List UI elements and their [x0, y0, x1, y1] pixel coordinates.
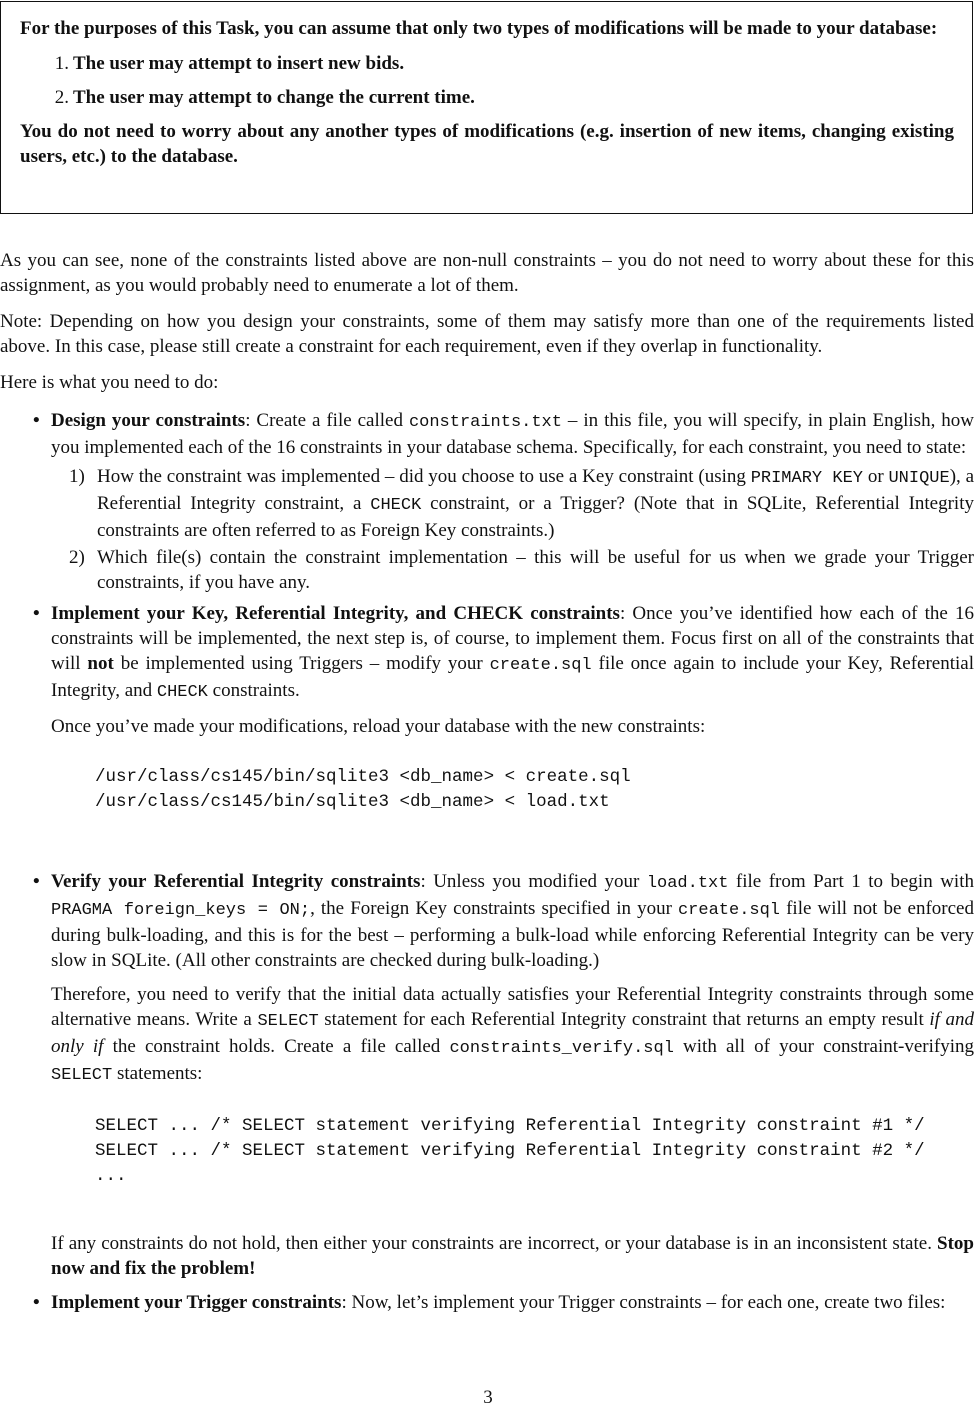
text-span: , the Foreign Key constraints specified in your	[310, 898, 678, 919]
text-span: Which file(s) contain the constraint implementation – this will be useful for us when we grade your Trigger constraints, if you have any.	[97, 547, 974, 593]
bullet-paragraph	[51, 1231, 974, 1281]
notice-box	[0, 1, 973, 214]
bullet-title: Verify your Referential Integrity constraints	[51, 871, 421, 892]
text-span: file once again to include your Key, Referential Integrity, and	[51, 653, 974, 701]
list-item	[20, 85, 954, 110]
list-number: 1.	[54, 53, 69, 74]
page-number: 3	[483, 1387, 493, 1408]
text-span: file will not be enforced during bulk-loading, and this is for the best – performing a bulk-load while enforcing Referential Integrity can be very slow in SQLite. (All other constraints are checked during bulk-loading.)	[51, 898, 974, 971]
filename: create.sql	[677, 901, 781, 920]
code-line: /usr/class/cs145/bin/sqlite3 <db_name> < create.sql	[95, 767, 631, 787]
sub-number: 2)	[69, 547, 85, 568]
text-span: with all of your constraint-verifying	[673, 1036, 974, 1057]
code-span: SELECT	[257, 1012, 319, 1031]
emphasis: not	[87, 653, 114, 674]
notice-outro: You do not need to worry about any another types of modifications (e.g. insertion of new items, changing existing users, etc.) to the database.	[20, 121, 954, 167]
bullet-trigger-constraints	[0, 1290, 974, 1315]
bullet-title: Implement your Key, Referential Integrity, and CHECK constraints	[51, 603, 620, 624]
list-text: The user may attempt to change the current time.	[73, 87, 475, 108]
document-body	[0, 248, 974, 1324]
text-span: : Now, let’s implement your Trigger constraints – for each one, create two files:	[341, 1292, 946, 1313]
filename: constraints.txt	[408, 413, 562, 432]
code-span: CHECK	[156, 683, 208, 702]
text-span: constraint, or a Trigger? (Note that in SQLite, Referential Integrity constraints are often referred to as Foreign Key constraints.)	[97, 493, 974, 541]
text-span: constraints.	[207, 680, 300, 701]
code-span: SELECT	[51, 1066, 113, 1085]
code-line: ...	[95, 1166, 127, 1186]
bullet-title: Design your constraints	[51, 410, 246, 431]
list-number: 2.	[54, 87, 69, 108]
emphasis: Stop now and fix the problem!	[51, 1233, 974, 1279]
code-span: CHECK	[370, 496, 422, 515]
code-span: UNIQUE	[888, 469, 950, 488]
text-span: statements:	[112, 1063, 203, 1084]
paragraph-todo: Here is what you need to do:	[0, 372, 219, 393]
text-span: If any constraints do not hold, then either your constraints are incorrect, or your database is in an inconsistent state.	[51, 1233, 938, 1254]
bullet-paragraph: Once you’ve made your modifications, reload your database with the new constraints:	[51, 716, 706, 737]
text-span: file from Part 1 to begin with	[728, 871, 974, 892]
bullet-text	[51, 1290, 974, 1315]
bullet-text	[51, 869, 974, 973]
bullet-implement-constraints	[0, 601, 974, 863]
text-span: : Unless you modified your	[420, 871, 647, 892]
sub-item	[51, 464, 974, 543]
bullet-verify-constraints	[0, 869, 974, 1281]
filename: constraints_verify.sql	[449, 1039, 674, 1058]
sub-item	[51, 545, 974, 595]
notice-intro: For the purposes of this Task, you can assume that only two types of modifications will be made to your database:	[20, 18, 938, 39]
paragraph-note: Note: Depending on how you design your constraints, some of them may satisfy more than one of the requirements listed above. In this case, please still create a constraint for each requirement, even if they overlap in functionality.	[0, 311, 974, 357]
bullet-paragraph	[51, 982, 974, 1088]
sub-number: 1)	[69, 466, 85, 487]
code-line: SELECT ... /* SELECT statement verifying Referential Integrity constraint #1 */	[95, 1116, 925, 1136]
code-line: /usr/class/cs145/bin/sqlite3 <db_name> < load.txt	[95, 792, 610, 812]
code-span: PRIMARY KEY	[750, 469, 863, 488]
text-span: the constraint holds. Create a file called	[103, 1036, 450, 1057]
filename: load.txt	[646, 874, 729, 893]
code-span: PRAGMA foreign_keys = ON;	[51, 901, 311, 920]
bullet-title: Implement your Trigger constraints	[51, 1292, 342, 1313]
list-item	[20, 51, 954, 76]
text-span: Therefore, you need to verify that the initial data actually satisfies your Referential Integrity constraints through some alternative means. Write a	[51, 984, 974, 1030]
text-span: or	[863, 466, 889, 487]
text-span: : Create a file called	[245, 410, 409, 431]
code-block-reload	[51, 765, 974, 815]
text-span: : Once you’ve identified how each of the 16 constraints will be implemented, the next step is, of course, to implement them. Focus first on all of the constraints that will	[51, 603, 974, 674]
text-span: statement for each Referential Integrity constraint that returns an empty result	[318, 1009, 930, 1030]
text-span: – in this file, you will specify, in plain English, how you implemented each of the 16 constraints in your database schema. Specifically, for each constraint, you need to state:	[51, 410, 974, 458]
list-text: The user may attempt to insert new bids.	[73, 53, 405, 74]
notice-list	[20, 51, 954, 110]
text-span: be implemented using Triggers – modify your	[113, 653, 490, 674]
filename: create.sql	[489, 656, 592, 675]
text-span: ), a Referential Integrity constraint, a	[97, 466, 975, 514]
paragraph-non-null: As you can see, none of the constraints listed above are non-null constraints – you do not need to worry about these for this assignment, as you would probably need to enumerate a lot of them.	[0, 250, 974, 296]
code-line: SELECT ... /* SELECT statement verifying Referential Integrity constraint #2 */	[95, 1141, 925, 1161]
bullet-text	[51, 408, 974, 460]
bullet-text	[51, 601, 974, 705]
bullet-design-constraints	[0, 408, 974, 595]
emphasis: if and only if	[51, 1009, 974, 1057]
text-span: How the constraint was implemented – did you choose to use a Key constraint (using	[97, 466, 751, 487]
code-block-verify	[51, 1114, 974, 1189]
